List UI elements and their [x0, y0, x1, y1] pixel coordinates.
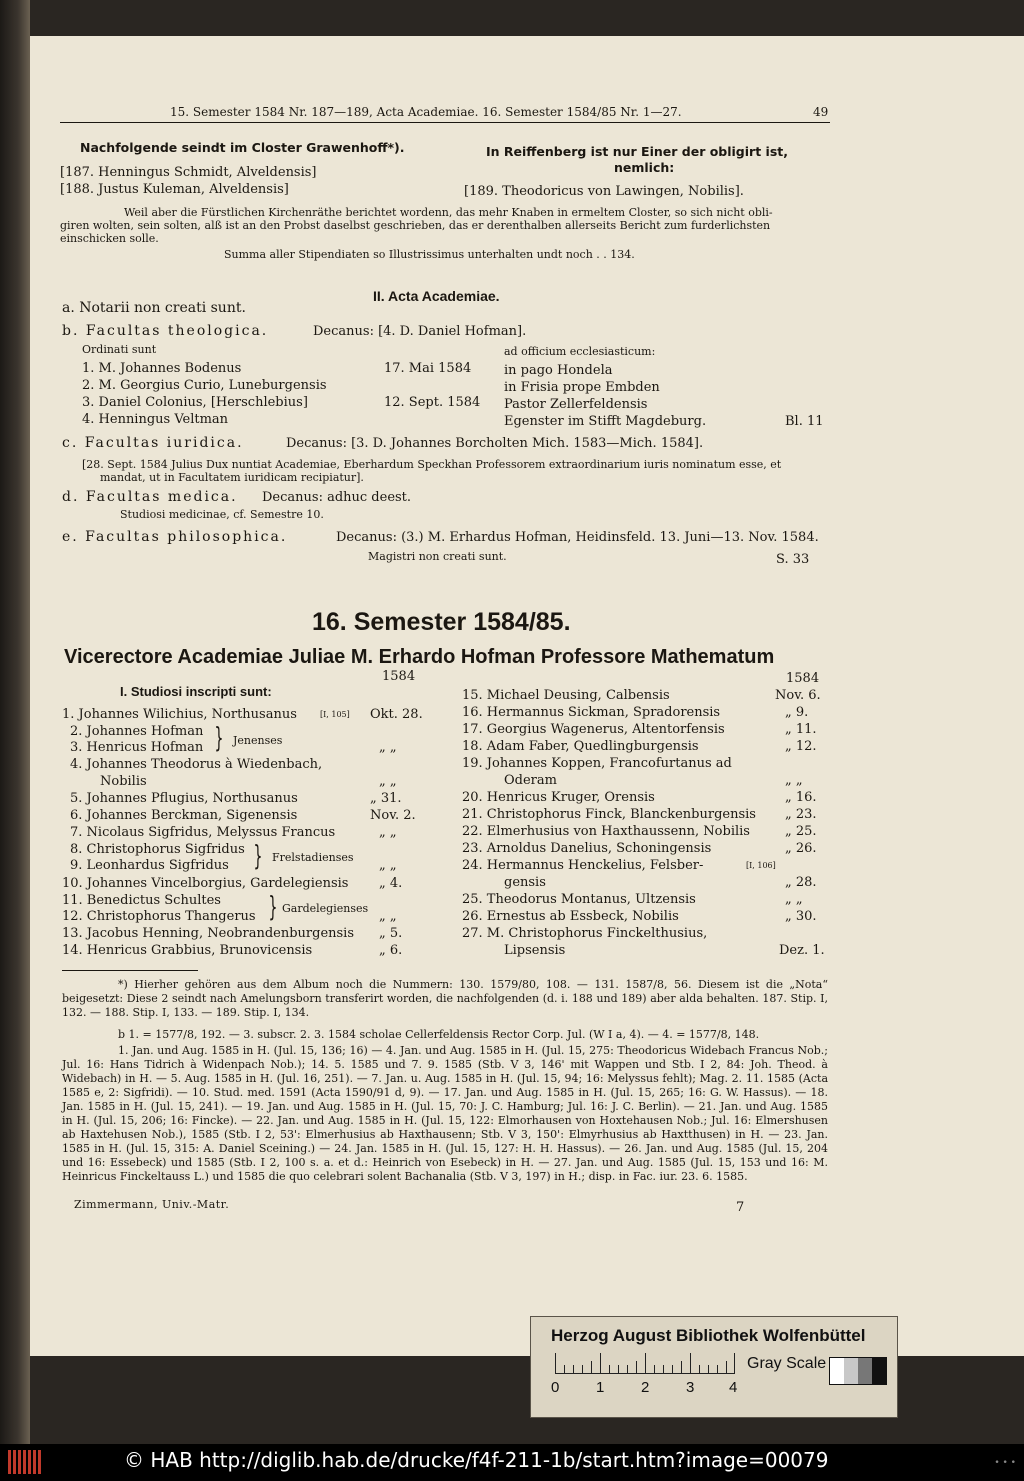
student-entry: 9. Leonhardus Sigfridus — [70, 858, 229, 873]
semester-subtitle: Vicerectore Academiae Juliae M. Erhardo Hofman Professore Mathematum — [64, 646, 775, 668]
student-entry: 17. Georgius Wagenerus, Altentorfensis — [462, 722, 725, 737]
student-entry: 24. Hermannus Henckelius, Felsber- — [462, 858, 704, 873]
student-date: „ „ — [379, 774, 397, 789]
reiffenberg-heading: In Reiffenberg ist nur Einer der obligirt ist, — [486, 144, 788, 159]
scale-number: 1 — [596, 1379, 605, 1396]
student-date: „ „ — [379, 825, 397, 840]
copyright-bar — [0, 1444, 1024, 1481]
book-spine — [0, 0, 30, 1481]
student-entry: Oderam — [504, 773, 557, 788]
student-date: „ 12. — [785, 739, 817, 754]
entry-189: [189. Theodoricus von Lawingen, Nobilis]. — [464, 184, 744, 199]
student-entry: Lipsensis — [504, 943, 566, 958]
student-date: „ „ — [379, 858, 397, 873]
theol-name: 3. Daniel Colonius, [Herschlebius] — [82, 395, 308, 410]
student-entry: 3. Henricus Hofman — [70, 740, 204, 755]
student-date: „ 11. — [785, 722, 817, 737]
footnote-3: 1. Jan. und Aug. 1585 in H. (Jul. 15, 136; 16) — 4. Jan. und Aug. 1585 in H. (Jul. 15, 275: Theodoricus Widebach Francus Nob.; Jul. 16: Hans Tidrich à Widenpach Nob.); 14. 5. 1585 und 7. 9. 1585 (Stb. V 3, 146' mit Wappen und Stb. I 2, 84: Joh. Theod. à Widebach) in H. — 5. Aug. 1585 in H. (Jul. 16, 251). — 7. Jan. u. Aug. 1585 in H. (Jul. 15, 94; 16: Melyssus fehlt); Mag. 2. 11. 1585 (Acta 1585 e, 2: Sigfridi). — 10. Stud. med. 1591 (Acta 1590/91 d, 9). — 17. Jan. und Aug. 1585 in H. (Jul. 15, 265; 16: G. W. Hassus). — 18. Jan. 1585 in H. (Jul. 15, 241). — 19. Jan. und Aug. 1585 in H. (Jul. 15, 70: J. C. Hamburg; Jul. 16: J. C. Berlin). — 21. Jan. und Aug. 1585 in H. (Jul. 15, 206; 16: Fincke). — 22. Jan. und Aug. 1585 in H. (Jul. 15, 122: Elmorhausen von Hoxtehausen Nob.; Jul. 16: Elmershusen ab Haxtehusen Nob.), 1585 (Stb. I 2, 53': Elmerhusius ab Haxthausenn; Stb. V 3, 150': Elmyrhusius ab Haxtthusen) in H. — 23. Jan. 1585 in H. (Jul. 15, 315: A. Daniel Sceining.) — 24. Jan. 1585 in H. (Jul. 15, 127: H. H. Hassus). — 26. Jan. und Aug. 1585 (Jul. 15, 204 und 16: Essebeck) und 1585 (Stb. I 2, 100 s. a. et d.: Heinrich von Esebeck) in H. — 27. Jan. und Aug. 1585 (Jul. 15, 153 und 16: M. Heinricus Finckeltauss L.) und 1585 die quo celebrari solent Bachanalia (Stb. V 3, 197) in H.; disp. in Fac. iur. 23. 6. 1585. — [62, 1044, 828, 1183]
page-number: 49 — [813, 105, 829, 119]
student-entry: gensis — [504, 875, 546, 890]
theologica-decanus: Decanus: [4. D. Daniel Hofman]. — [313, 324, 527, 339]
scale-number: 2 — [641, 1379, 650, 1396]
theol-place: Pastor Zellerfeldensis — [504, 397, 648, 412]
philosophica-note: Magistri non creati sunt. — [368, 550, 507, 563]
student-date: „ „ — [379, 740, 397, 755]
student-date: „ 4. — [379, 876, 403, 891]
scale-number: 4 — [729, 1379, 738, 1396]
gray-scale-label: Gray Scale — [747, 1355, 827, 1372]
student-date: „ 28. — [785, 875, 817, 890]
student-entry: 20. Henricus Kruger, Orensis — [462, 790, 655, 805]
closter-heading: Nachfolgende seindt im Closter Grawenhoff*). — [80, 140, 405, 155]
student-entry: 22. Elmerhusius von Haxthaussenn, Nobilis — [462, 824, 750, 839]
student-entry: 14. Henricus Grabbius, Brunovicensis — [62, 943, 313, 958]
student-entry: 19. Johannes Koppen, Francofurtanus ad — [462, 756, 732, 771]
facultas-theologica: b. Facultas theologica. — [62, 323, 269, 339]
student-entry: 15. Michael Deusing, Calbensis — [462, 688, 670, 703]
scale-number: 0 — [551, 1379, 560, 1396]
acta-heading: II. Acta Academiae. — [373, 288, 500, 304]
note-line: giren wolten, sein solten, alß ist an den Probst daselbst geschrieben, das er derenthalben allerseits Bericht zum furderlichsten — [60, 219, 771, 232]
student-entry: 5. Johannes Pflugius, Northusanus — [70, 791, 298, 806]
student-entry: 27. M. Christophorus Finckelthusius, — [462, 926, 708, 941]
medica-note: Studiosi medicinae, cf. Semestre 10. — [120, 508, 324, 521]
footnote-2: b 1. = 1577/8, 192. — 3. subscr. 2. 3. 1584 scholae Cellerfeldensis Rector Corp. Jul. (W I a, 4). — 4. = 1577/8, 148. — [118, 1028, 760, 1041]
student-entry: 18. Adam Faber, Quedlingburgensis — [462, 739, 699, 754]
year-left: 1584 — [382, 669, 416, 684]
student-date: „ „ — [785, 773, 803, 788]
student-entry: 8. Christophorus Sigfridus — [70, 842, 245, 857]
running-title: 15. Semester 1584 Nr. 187—189, Acta Academiae. 16. Semester 1584/85 Nr. 1—27. — [170, 105, 682, 119]
student-entry: 7. Nicolaus Sigfridus, Melyssus Francus — [70, 825, 336, 840]
list-heading: I. Studiosi inscripti sunt: — [120, 684, 272, 699]
note-line: Weil aber die Fürstlichen Kirchenräthe berichtet wordenn, das mehr Knaben in ermeltem Closter, so sich nicht obli- — [124, 206, 773, 219]
medica-decanus: Decanus: adhuc deest. — [262, 490, 412, 505]
student-date: „ 9. — [785, 705, 809, 720]
summa-line: Summa aller Stipendiaten so Illustrissimus unterhalten undt noch . . 134. — [224, 248, 635, 261]
student-date: „ 5. — [379, 926, 403, 941]
brace-gardelegienses: } — [268, 890, 278, 923]
gray-scale-swatch — [829, 1357, 887, 1385]
iuridica-decanus: Decanus: [3. D. Johannes Borcholten Mich. 1583—Mich. 1584]. — [286, 436, 704, 451]
philosophica-decanus: Decanus: (3.) M. Erhardus Hofman, Heidinsfeld. 13. Juni—13. Nov. 1584. — [336, 530, 819, 545]
theol-place: in Frisia prope Embden — [504, 380, 660, 395]
student-date: „ 30. — [785, 909, 817, 924]
ref-i-106: [I, 106] — [746, 861, 776, 870]
student-entry: 16. Hermannus Sickman, Spradorensis — [462, 705, 721, 720]
theol-name: 2. M. Georgius Curio, Luneburgensis — [82, 378, 327, 393]
reiffenberg-heading-2: nemlich: — [614, 160, 675, 175]
sheet-number: 7 — [736, 1200, 745, 1215]
brace-label-jenenses: Jenenses — [233, 734, 283, 747]
student-date: Nov. 2. — [370, 808, 416, 823]
student-date: Nov. 6. — [775, 688, 821, 703]
year-right: 1584 — [786, 671, 820, 686]
student-date: „ 23. — [785, 807, 817, 822]
s33-ref: S. 33 — [776, 552, 810, 567]
signature-line: Zimmermann, Univ.-Matr. — [74, 1198, 230, 1211]
student-entry: 23. Arnoldus Danelius, Schoningensis — [462, 841, 712, 856]
library-name: Herzog August Bibliothek Wolfenbüttel — [551, 1326, 866, 1345]
student-entry: 6. Johannes Berckman, Sigenensis — [70, 808, 298, 823]
ordinati-label: Ordinati sunt — [82, 343, 157, 356]
brace-frelstadienses: } — [253, 839, 263, 872]
student-date: „ 25. — [785, 824, 817, 839]
student-date: „ 6. — [379, 943, 403, 958]
student-date: Okt. 28. — [370, 707, 423, 722]
student-entry: 21. Christophorus Finck, Blanckenburgensis — [462, 807, 756, 822]
header-rule — [60, 122, 830, 123]
entry-188: [188. Justus Kuleman, Alveldensis] — [60, 182, 289, 197]
student-entry: 25. Theodorus Montanus, Ultzensis — [462, 892, 696, 907]
hab-logo-icon — [8, 1450, 42, 1474]
facultas-medica: d. Facultas medica. — [62, 489, 238, 505]
facultas-iuridica: c. Facultas iuridica. — [62, 435, 244, 451]
student-entry: 11. Benedictus Schultes — [62, 893, 221, 908]
theol-date: 12. Sept. 1584 — [384, 395, 481, 410]
student-entry: 13. Jacobus Henning, Neobrandenburgensis — [62, 926, 355, 941]
footnote-rule — [62, 970, 198, 971]
brace-jenenses: } — [214, 721, 224, 754]
semester-title: 16. Semester 1584/85. — [312, 608, 571, 636]
student-date: Dez. 1. — [779, 943, 825, 958]
student-date: „ „ — [379, 909, 397, 924]
iuridica-note: [28. Sept. 1584 Julius Dux nuntiat Academiae, Eberhardum Speckhan Professorem extraordinarium iuris nominatum esse, et — [82, 458, 782, 471]
dots-icon: • • • — [994, 1458, 1016, 1468]
note-line: einschicken solle. — [60, 232, 159, 245]
scale-ruler — [555, 1353, 735, 1374]
student-date: „ 16. — [785, 790, 817, 805]
student-date: „ 31. — [370, 791, 402, 806]
copyright-url[interactable]: © HAB http://diglib.hab.de/drucke/f4f-211-1b/start.htm?image=00079 — [124, 1448, 829, 1472]
student-entry: 12. Christophorus Thangerus — [62, 909, 256, 924]
student-entry: 1. Johannes Wilichius, Northusanus — [62, 707, 297, 722]
student-entry: 10. Johannes Vincelborgius, Gardelegiensis — [62, 876, 349, 891]
student-date: „ 26. — [785, 841, 817, 856]
theol-name: 1. M. Johannes Bodenus — [82, 361, 242, 376]
student-date: „ „ — [785, 892, 803, 907]
notarii-line: a. Notarii non creati sunt. — [62, 300, 246, 316]
brace-label-gardelegienses: Gardelegienses — [282, 902, 369, 915]
officium-label: ad officium ecclesiasticum: — [504, 345, 656, 358]
ref-i-105: [I, 105] — [320, 710, 350, 719]
scale-number: 3 — [686, 1379, 695, 1396]
footnote-1: *) Hierher gehören aus dem Album noch die Nummern: 130. 1579/80, 108. — 131. 1587/8, 56. Diesem ist die „Nota“ beigesetzt: Diese 2 seindt nach Amelungsborn transferirt worden, die nachfolgenden (d. i. 188 und 189) aber alda behalten. 187. Stip. I, 132. — 188. Stip. I, 133. — 189. Stip. I, 134. — [62, 978, 828, 1019]
student-entry: 26. Ernestus ab Essbeck, Nobilis — [462, 909, 679, 924]
archive-color-card — [530, 1316, 898, 1418]
brace-label-frelstadienses: Frelstadienses — [272, 851, 354, 864]
document-page — [30, 36, 1024, 1356]
theol-date: 17. Mai 1584 — [384, 361, 472, 376]
iuridica-note: mandat, ut in Facultatem iuridicam recipiatur]. — [100, 471, 364, 484]
theol-place: in pago Hondela — [504, 363, 613, 378]
theol-place: Egenster im Stifft Magdeburg. — [504, 414, 707, 429]
student-entry: 2. Johannes Hofman — [70, 724, 204, 739]
facultas-philosophica: e. Facultas philosophica. — [62, 529, 288, 545]
entry-187: [187. Henningus Schmidt, Alveldensis] — [60, 165, 317, 180]
student-entry: Nobilis — [100, 774, 147, 789]
theol-name: 4. Henningus Veltman — [82, 412, 229, 427]
bl-ref: Bl. 11 — [785, 414, 824, 429]
student-entry: 4. Johannes Theodorus à Wiedenbach, — [70, 757, 323, 772]
